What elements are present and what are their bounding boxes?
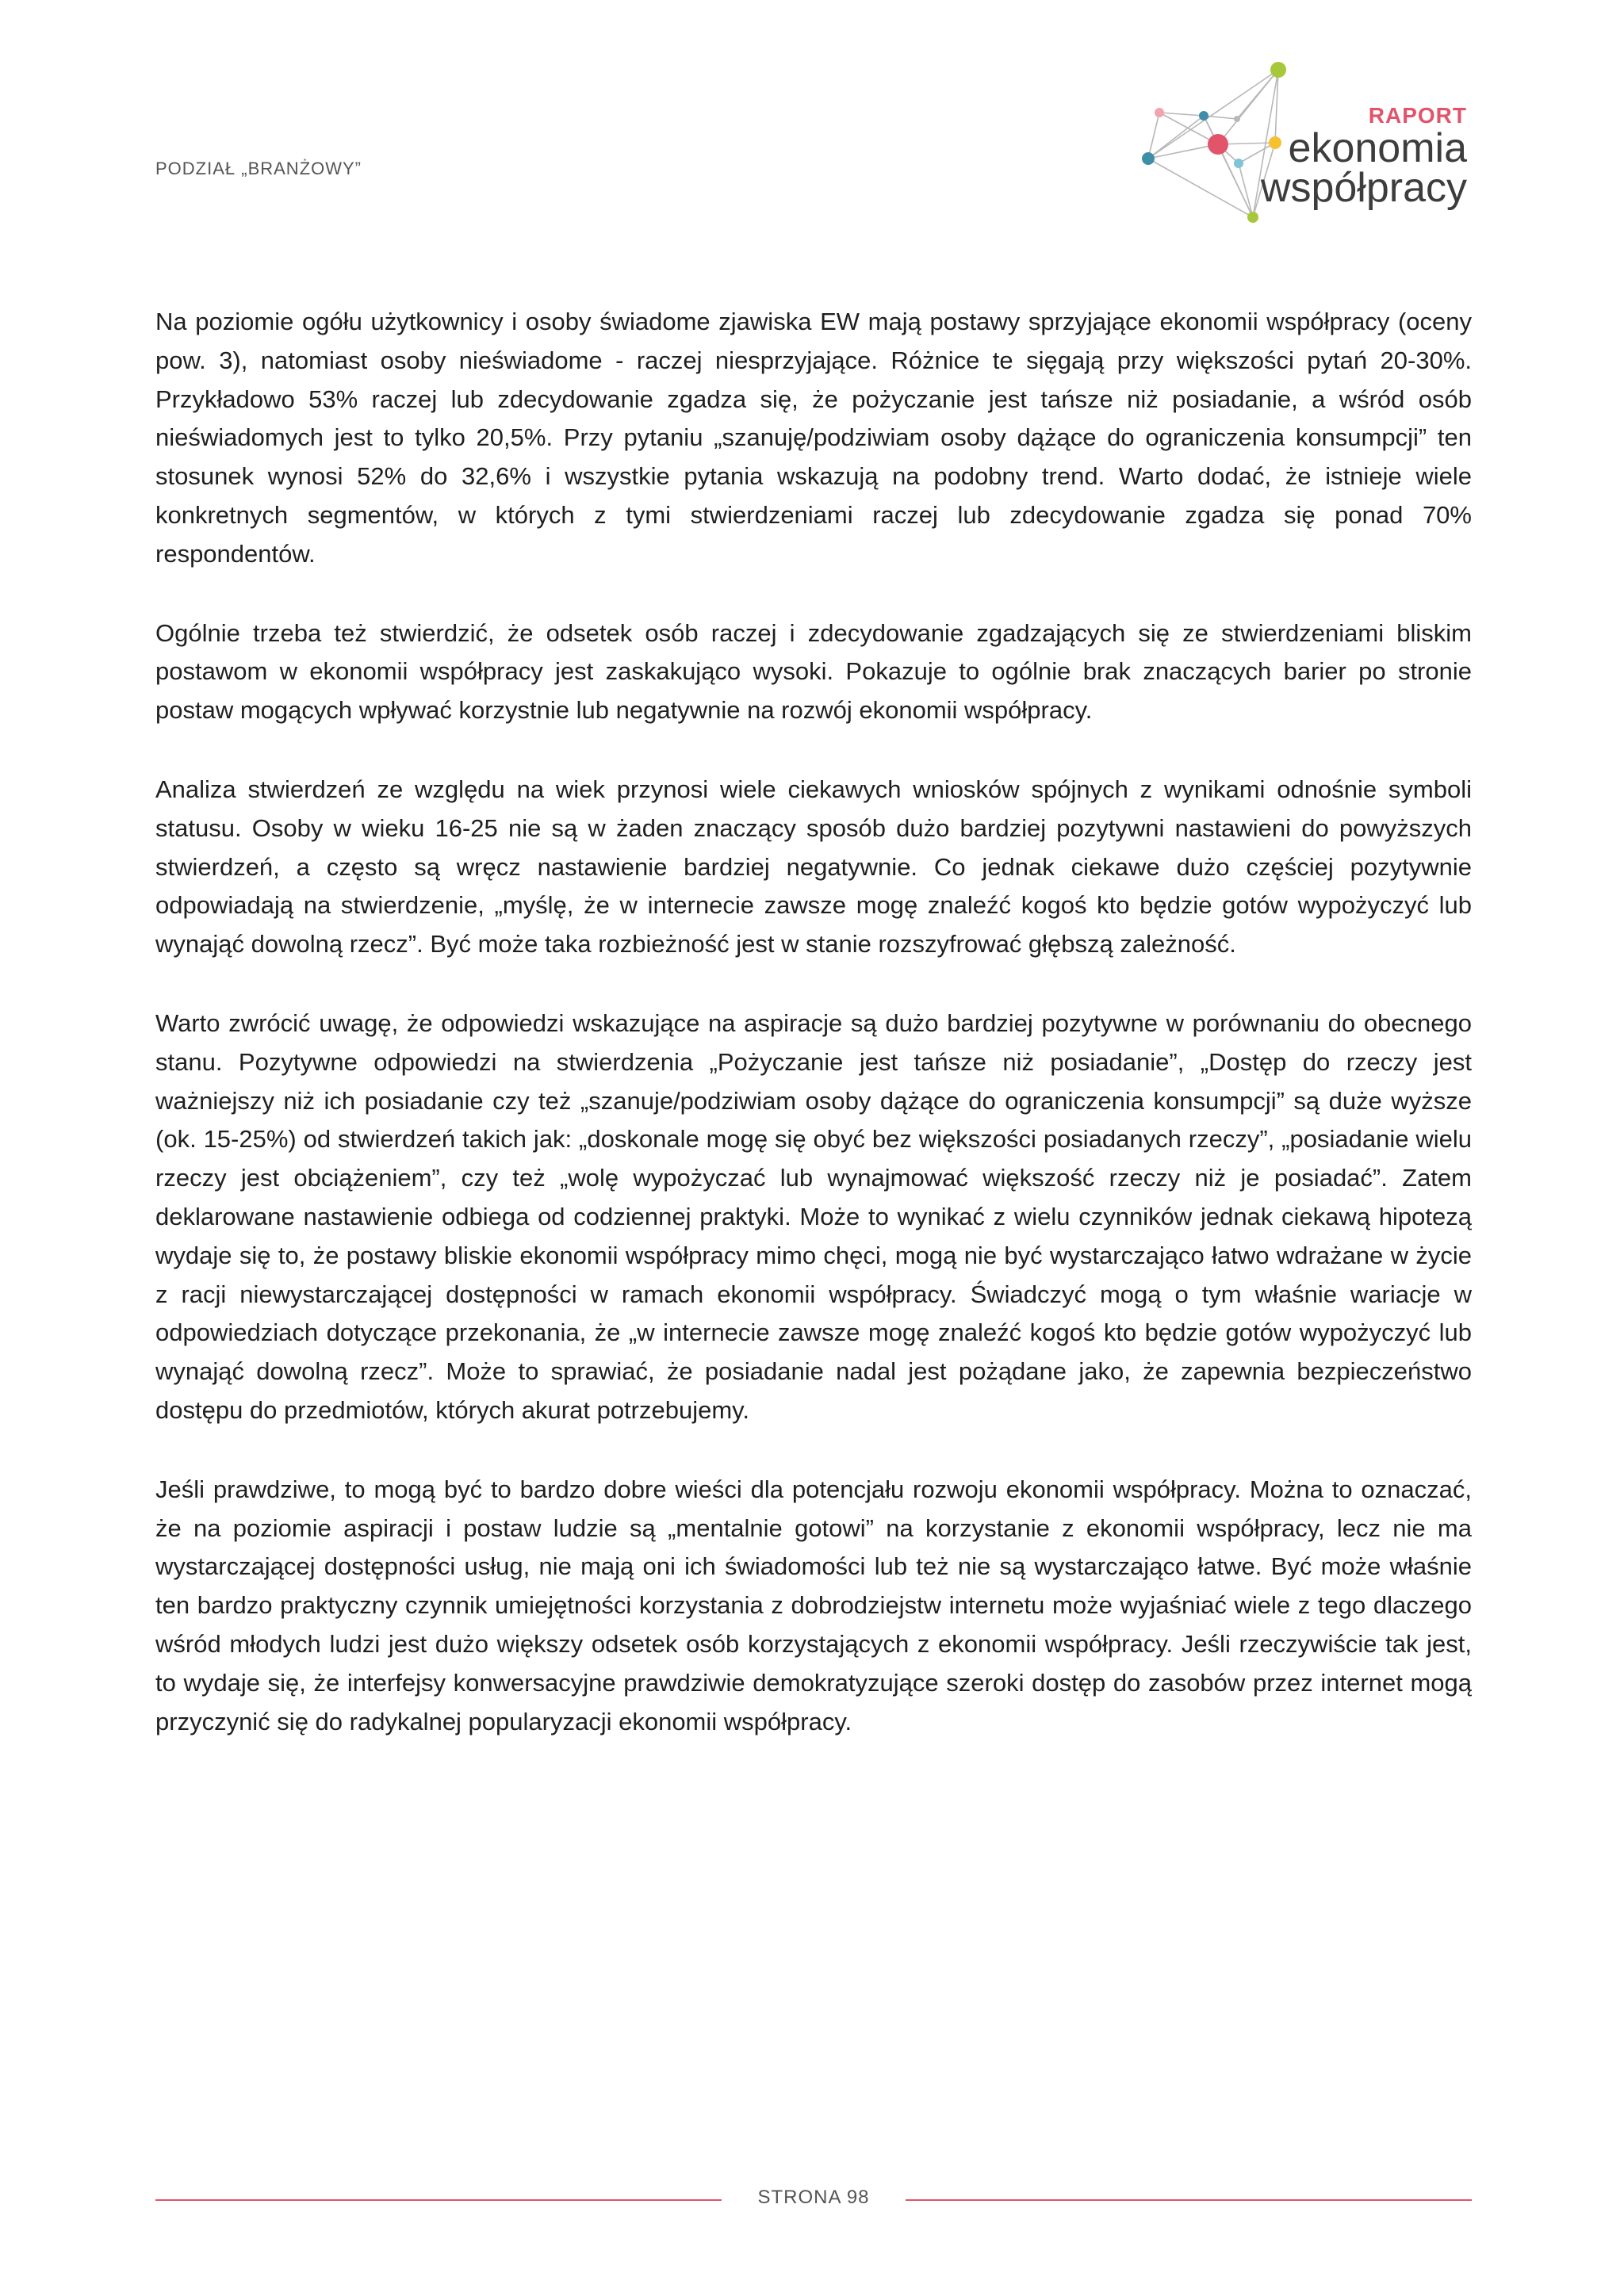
paragraph: Analiza stwierdzeń ze względu na wiek przynosi wiele ciekawych wniosków spójnych z wynikami odnośnie symboli statusu. Osoby w wieku 16-25 nie są w żaden znaczący sposób dużo bardziej pozytywni nastawieni do powyższych stwierdzeń, a często są wręcz nastawienie bardziej negatywnie. Co jednak ciekawe dużo częściej pozytywnie odpowiadają na stwierdzenie, „myślę, że w internecie zawsze mogę znaleźć kogoś kto będzie gotów wypożyczyć lub wynająć dowolną rzecz”. Być może taka rozbieżność jest w stanie rozszyfrować głębszą zależność. [155, 775, 1472, 959]
logo-text [1260, 103, 1467, 211]
paragraph: Na poziomie ogółu użytkownicy i osoby świadome zjawiska EW mają postawy sprzyjające ekonomii współpracy (oceny pow. 3), natomiast osoby nieświadome - raczej niesprzyjające. Różnice te sięgają przy większości pytań 20-30%. Przykładowo 53% raczej lub zdecydowanie zgadza się, że pożyczanie jest tańsze niż posiadanie, a wśród osób nieświadomych jest to tylko 20,5%. Przy pytaniu „szanuję/podziwiam osoby dążące do ograniczenia konsumpcji” ten stosunek wynosi 52% do 32,6% i wszystkie pytania wskazują na podobny trend. Warto dodać, że istnieje wiele konkretnych segmentów, w których z tymi stwierdzeniami raczej lub zdecydowanie zgadza się ponad 70% respondentów. [155, 308, 1472, 568]
logo-raport-label: RAPORT [1368, 103, 1467, 128]
body-text [155, 303, 1472, 1781]
section-label: PODZIAŁ „BRANŻOWY” [155, 159, 362, 178]
report-logo [1134, 55, 1483, 230]
footer-divider-right [906, 2199, 1472, 2201]
paragraph: Jeśli prawdziwe, to mogą być to bardzo dobre wieści dla potencjału rozwoju ekonomii współpracy. Można to oznaczać, że na poziomie aspiracji i postaw ludzie są „mentalnie gotowi” na korzystanie z ekonomii współpracy, lecz nie ma wystarczającej dostępności usług, nie mają oni ich świadomości lub też nie są wystarczająco łatwe. Być może właśnie ten bardzo praktyczny czynnik umiejętności korzystania z dobrodziejstw internetu może wyjaśniać wiele z tego dlaczego wśród młodych ludzi jest dużo większy odsetek osób korzystających z ekonomii współpracy. Jeśli rzeczywiście tak jest, to wydaje się, że interfejsy konwersacyjne prawdziwie demokratyzujące szeroki dostęp do zasobów przez internet mogą przyczynić się do radykalnej popularyzacji ekonomii współpracy. [155, 1475, 1472, 1735]
paragraph: Ogólnie trzeba też stwierdzić, że odsetek osób raczej i zdecydowanie zgadzających się ze stwierdzeniami bliskim postawom w ekonomii współpracy jest zaskakująco wysoki. Pokazuje to ogólnie brak znaczących barier po stronie postaw mogących wpływać korzystnie lub negatywnie na rozwój ekonomii współpracy. [155, 618, 1472, 725]
paragraph: Warto zwrócić uwagę, że odpowiedzi wskazujące na aspiracje są dużo bardziej pozytywne w porównaniu do obecnego stanu. Pozytywne odpowiedzi na stwierdzenia „Pożyczanie jest tańsze niż posiadanie”, „Dostęp do rzeczy jest ważniejszy niż ich posiadanie czy też „szanuje/podziwiam osoby dążące do ograniczenia konsumpcji” są duże wyższe (ok. 15-25%) od stwierdzeń takich jak: „doskonale mogę się obyć bez większości posiadanych rzeczy”, „posiadanie wielu rzeczy jest obciążeniem”, czy też „wolę wypożyczać lub wynajmować większość rzeczy niż je posiadać”. Zatem deklarowane nastawienie odbiega od codziennej praktyki. Może to wynikać z wielu czynników jednak ciekawą hipotezą wydaje się to, że postawy bliskie ekonomii współpracy mimo chęci, mogą nie być wystarczająco łatwo wdrażane w życie z racji niewystarczającej dostępności w ramach ekonomii współpracy. Świadczyć mogą o tym właśnie wariacje w odpowiedziach dotyczące przekonania, że „w internecie zawsze mogę znaleźć kogoś kto będzie gotów wypożyczyć lub wynająć dowolną rzecz”. Może to sprawiać, że posiadanie nadal jest pożądane jako, że zapewnia bezpieczeństwo dostępu do przedmiotów, których akurat potrzebujemy. [155, 1008, 1472, 1424]
logo-line-2: współpracy [1260, 165, 1467, 211]
page-number: STRONA 98 [757, 2187, 870, 2208]
logo-line-1: ekonomia [1288, 125, 1467, 171]
page-footer [155, 2183, 1472, 2215]
